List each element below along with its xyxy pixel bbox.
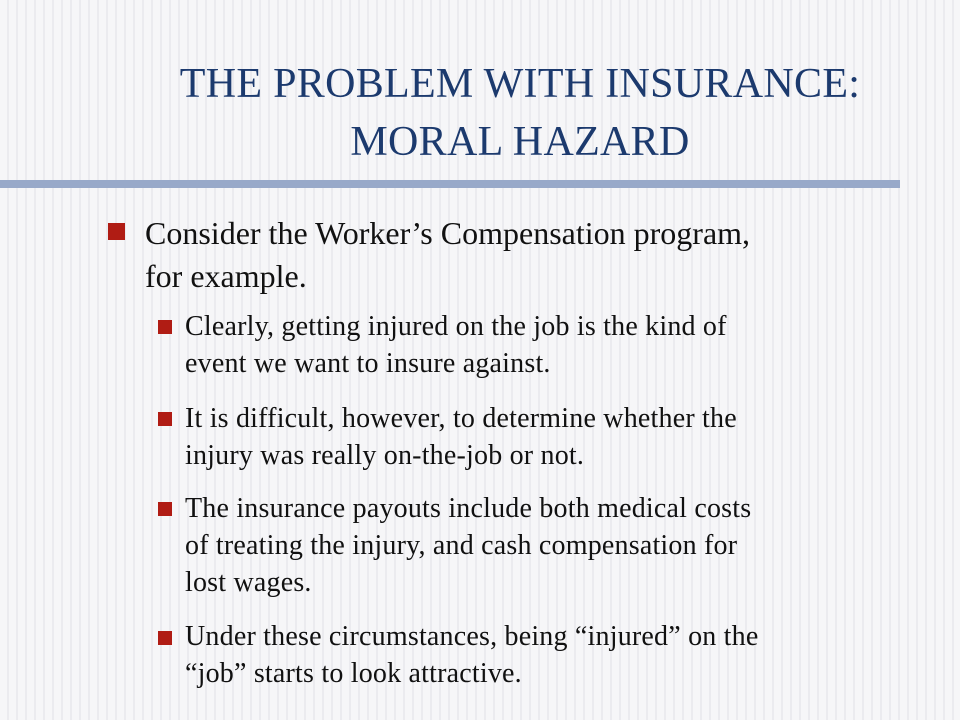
main-bullet-line-2: for example. (145, 258, 307, 294)
sub-bullet-square-icon (158, 412, 172, 426)
sub-bullet-2 (185, 400, 935, 474)
title-line-2: MORAL HAZARD (350, 119, 690, 165)
sub-bullet-1 (185, 308, 935, 382)
sub-bullet-2-line-2: injury was really on-the-job or not. (185, 440, 585, 471)
sub-bullet-4 (185, 618, 935, 692)
sub-bullet-4-line-2: “job” starts to look attractive. (185, 658, 522, 689)
title-underline-bar (0, 180, 900, 188)
sub-bullet-square-icon (158, 502, 172, 516)
sub-bullet-3-line-2: of treating the injury, and cash compensation for (185, 530, 738, 561)
sub-bullet-1-line-2: event we want to insure against. (185, 348, 551, 379)
sub-bullet-4-line-1: Under these circumstances, being “injured” on the (185, 621, 759, 652)
title-line-1: THE PROBLEM WITH INSURANCE: (179, 61, 861, 107)
sub-bullet-square-icon (158, 320, 172, 334)
slide-title (120, 55, 920, 171)
main-bullet-text (145, 212, 955, 298)
sub-bullet-1-line-1: Clearly, getting injured on the job is the kind of (185, 311, 727, 342)
sub-bullet-3-line-3: lost wages. (185, 567, 312, 598)
sub-bullet-2-line-1: It is difficult, however, to determine whether the (185, 403, 737, 434)
sub-bullet-3 (185, 490, 935, 601)
sub-bullet-3-line-1: The insurance payouts include both medical costs (185, 493, 752, 524)
bullet-square-icon (108, 223, 125, 240)
sub-bullet-square-icon (158, 631, 172, 645)
main-bullet-line-1: Consider the Worker’s Compensation program, (145, 215, 751, 251)
